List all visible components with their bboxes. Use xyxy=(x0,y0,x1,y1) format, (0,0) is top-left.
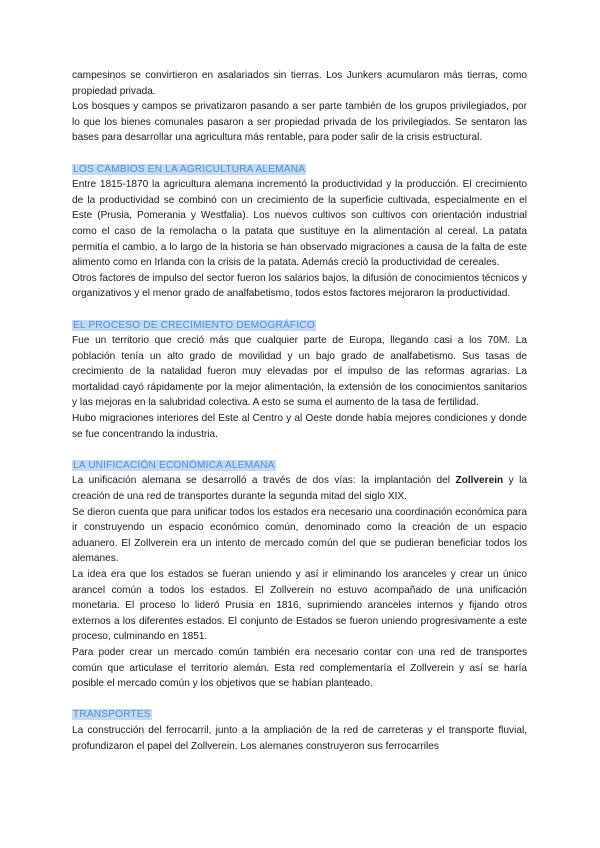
spacer xyxy=(72,442,527,458)
section-heading-transportes xyxy=(72,707,527,723)
transportes-paragraph-1: La construcción del ferrocarril, junto a la ampliación de la red de carreteras y el transporte fluvial, profundizaron el papel del Zollverein. Los alemanes construyeron sus ferrocarriles xyxy=(72,724,527,752)
demografico-paragraph-1: Fue un territorio que creció más que cualquier parte de Europa, llegando casi a los 70M. La población tenía un alto grado de movilidad y un bajo grado de analfabetismo. Sus tasas de crecimiento de la natalidad fueron muy elevadas por el impulso de las reformas agrarias. La mortalidad cayó rápidamente por la mejor alimentación, la extensión de los conocimientos sanitarios y las mejoras en la salubridad colectiva. A esto se suma el aumento de la tasa de fertilidad. xyxy=(72,335,527,409)
unificacion-paragraph-1: La unificación alemana se desarrolló a través de dos vías: la implantación del Zollverein y la creación de una red de transportes durante la segunda mitad del siglo XIX. xyxy=(72,475,527,503)
heading-text: LA UNIFICACIÓN ECONÓMICA ALEMANA xyxy=(73,459,275,471)
zollverein-term: Zollverein xyxy=(455,475,504,487)
spacer xyxy=(72,692,527,708)
section-heading-agricultura xyxy=(72,162,527,178)
agricultura-paragraph-1: Entre 1815-1870 la agricultura alemana incrementó la productividad y la producción. El crecimiento de la productividad se combinó con un crecimiento de la superficie cultivada, especialmente en el Este (Prusia, Pomerania y Westfalia). Los nuevos cultivos son cultivos con orientación industrial como el caso de la remolacha o la patata que sustituye en la alimentación al cereal. La patata permitía el cambio, a lo largo de la historia se han observado migraciones a causa de la falta de este alimento como en Irlanda con la crisis de la patata. Además creció la productividad de cereales. xyxy=(72,179,527,269)
heading-text: LOS CAMBIOS EN LA AGRICULTURA ALEMANA xyxy=(73,163,306,175)
intro-paragraph-2: Los bosques y campos se privatizaron pasando a ser parte también de los grupos privilegiados, por lo que los bienes comunales pasaron a ser propiedad privada de los privilegiados. Se sentaron las bases para desarrollar una agricultura más rentable, para poder salir de la crisis estructural. xyxy=(72,101,527,144)
agricultura-paragraph-2: Otros factores de impulso del sector fueron los salarios bajos, la difusión de conocimientos técnicos y organizativos y el menor grado de analfabetismo, todos estos factores mejoraron la productividad. xyxy=(72,272,527,300)
unificacion-paragraph-4: Para poder crear un mercado común también era necesario contar con una red de transportes común que articulase el territorio alemán. Esta red complementaría el Zollverein y así se haría posible el mercado común y los objetivos que se habían planteado. xyxy=(72,646,527,690)
unificacion-paragraph-3: La idea era que los estados se fueran uniendo y así ir eliminando los aranceles y crear un único arancel común a todos los estados. El Zollverein no estuvo acompañado de una unificación monetaria. El proceso lo lideró Prusia en 1816, suprimiendo aranceles internos y fijando otros externos a los diferentes estados. El conjunto de Estados se fueron uniendo progresivamente a este proceso, culminando en 1851. xyxy=(72,569,527,643)
spacer xyxy=(72,302,527,318)
unificacion-paragraph-2: Se dieron cuenta que para unificar todos los estados era necesario una coordinación económica para ir construyendo un espacio económico común, denominado como la creación de un espacio aduanero. El Zollverein era un intento de mercado común del que se pudieran beneficiar todos los alemanes. xyxy=(72,506,527,565)
spacer xyxy=(72,146,527,162)
intro-paragraph-1: campesinos se convirtieron en asalariados sin tierras. Los Junkers acumularon más tierras, como propiedad privada. xyxy=(72,70,527,97)
demografico-paragraph-2: Hubo migraciones interiores del Este al Centro y al Oeste donde había mejores condiciones y donde se fue concentrando la industria. xyxy=(72,413,527,440)
heading-text: EL PROCESO DE CRECIMIENTO DEMOGRÁFICO xyxy=(73,319,315,331)
section-heading-unificacion xyxy=(72,458,527,474)
heading-text: TRANSPORTES xyxy=(73,709,151,721)
section-heading-demografico xyxy=(72,318,527,334)
